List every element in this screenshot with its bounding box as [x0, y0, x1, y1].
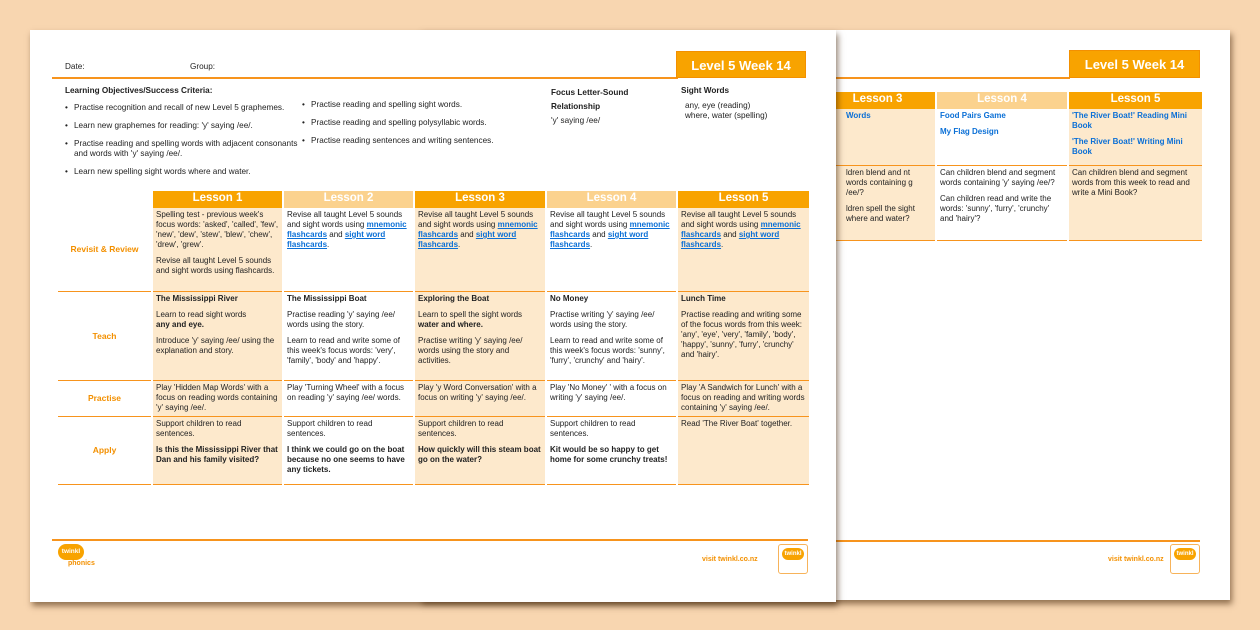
objective: • Learn new graphemes for reading: 'y' saying /ee/.	[65, 121, 300, 131]
row-label-apply: Apply	[57, 416, 152, 484]
resource-link[interactable]: My Flag Design	[940, 127, 999, 136]
sentence: Is this the Mississippi River that Dan and his family visited?	[156, 444, 278, 464]
lesson-title: The Mississippi River	[156, 293, 238, 303]
cell-text: Play 'Turning Wheel' with a focus on reading 'y' saying /ee/ words.	[283, 380, 414, 416]
cell-text: Revise all taught Level 5 sounds and sight words using	[418, 210, 534, 229]
lesson-5-header: Lesson 5	[677, 191, 809, 208]
objective: • Practise reading and spelling words with adjacent consonants and words with 'y' saying /ee/.	[65, 139, 300, 159]
front-page	[30, 30, 836, 602]
footer-rule	[52, 539, 808, 541]
cell-text: Revise all taught Level 5 sounds and sight words using flashcards.	[156, 256, 275, 275]
assessment-text: Can children blend and segment words from this week to read and write a Mini Book?	[1072, 168, 1190, 197]
sight-word-flashcards-link[interactable]: sight word flashcards	[418, 230, 517, 249]
cell-text: Play 'y Word Conversation' with a focus on writing 'y' saying /ee/.	[414, 380, 546, 416]
row-label-revisit: Revisit & Review	[57, 208, 152, 291]
cell-text: Support children to read sentences.	[550, 418, 636, 438]
quality-badge: twinkl	[1170, 544, 1200, 574]
lesson-5-header: Lesson 5	[1068, 92, 1202, 109]
resource-link[interactable]: 'The River Boat!' Reading Mini Book	[1072, 111, 1187, 130]
back-lesson-table	[818, 92, 1202, 241]
cell-text: Play 'Hidden Map Words' with a focus on reading words containing 'y' saying /ee/.	[152, 380, 283, 416]
objective: • Practise recognition and recall of new Level 5 graphemes.	[65, 103, 300, 113]
sight-word-flashcards-link[interactable]: sight word flashcards	[287, 230, 386, 249]
group-label: Group:	[190, 62, 216, 71]
objectives-heading: Learning Objectives/Success Criteria:	[65, 86, 213, 95]
objectives-left	[65, 103, 300, 185]
cell-text: Learn to read and write some of this week's focus words: 'sunny', 'furry', 'crunchy' and 'hairy'.	[550, 335, 665, 365]
twinkl-phonics-logo: twinkl phonics	[58, 544, 104, 576]
lesson-title: Exploring the Boat	[418, 293, 490, 303]
sight-words-spelling: where, water (spelling)	[685, 111, 768, 120]
focus-heading: Focus Letter-Sound	[551, 88, 629, 97]
row-label-practise: Practise	[57, 380, 152, 416]
quality-badge: twinkl	[778, 544, 808, 574]
lesson-2-header: Lesson 2	[283, 191, 414, 208]
objective: • Learn new spelling sight words where and water.	[65, 167, 300, 177]
sentence: Kit would be so happy to get home for some crunchy treats!	[550, 444, 668, 464]
lesson-4-header: Lesson 4	[936, 92, 1068, 109]
cell-text: .	[327, 240, 330, 249]
cell-text: Practise reading 'y' saying /ee/ words using the story.	[287, 309, 395, 329]
lesson-4-header: Lesson 4	[546, 191, 677, 208]
cell-text: Revise all taught Level 5 sounds and sight words using	[550, 210, 666, 229]
focus-section	[551, 86, 628, 128]
date-label: Date:	[65, 62, 85, 71]
cell-text: .	[721, 240, 724, 249]
website-link[interactable]: visit twinkl.co.nz	[1108, 556, 1164, 563]
sight-words-heading: Sight Words	[681, 86, 730, 95]
website-link[interactable]: visit twinkl.co.nz	[702, 556, 758, 563]
cell-text: any and eye.	[156, 319, 205, 329]
cell-text: Support children to read sentences.	[418, 418, 504, 438]
cell-text: .	[590, 240, 593, 249]
sentence: How quickly will this steam boat go on the water?	[418, 444, 541, 464]
objectives-right	[302, 100, 542, 154]
sight-word-flashcards-link[interactable]: sight word flashcards	[681, 230, 780, 249]
objective: • Practise reading sentences and writing sentences.	[302, 136, 542, 146]
lesson-title: No Money	[550, 293, 589, 303]
cell-text: Revise all taught Level 5 sounds and sight words using	[287, 210, 403, 229]
assessment-text: ldren blend and nt words containing g /ee/?	[846, 168, 913, 197]
cell-text: Learn to read and write some of this week's focus words: 'very', 'family', 'body' and 'happy'.	[287, 335, 400, 365]
cell-text: Learn to spell the sight words	[418, 309, 523, 319]
assessment-text: Can children read and write the words: 'sunny', 'furry', 'crunchy' and 'hairy'?	[940, 194, 1052, 223]
cell-text: Read 'The River Boat' together.	[681, 418, 793, 428]
cell-text: Practise writing 'y' saying /ee/ words using the story and activities.	[418, 335, 523, 365]
level-week-title: Level 5 Week 14	[1069, 50, 1200, 78]
mnemonic-flashcards-link[interactable]: mnemonic flashcards	[418, 220, 538, 239]
cell-text: Play 'A Sandwich for Lunch' with a focus on reading and writing words containing 'y' saying /ee/.	[677, 380, 809, 416]
objective: • Practise reading and spelling polysyllabic words.	[302, 118, 542, 128]
row-label-teach: Teach	[57, 291, 152, 380]
cell-text: Practise reading and writing some of the focus words from this week: 'any', 'eye', 'very', 'family', 'body', 'happy', 'sunny', 'furry', 'crunchy' and 'hairy'.	[681, 309, 802, 359]
mnemonic-flashcards-link[interactable]: mnemonic flashcards	[550, 220, 670, 239]
lesson-title: Lunch Time	[681, 293, 726, 303]
resource-link[interactable]: 'The River Boat!' Writing Mini Book	[1072, 137, 1183, 156]
objective: • Practise reading and spelling sight words.	[302, 100, 542, 110]
cell-text: .	[458, 240, 461, 249]
cell-text: Practise writing 'y' saying /ee/ words using the story.	[550, 309, 655, 329]
footer-rule	[830, 540, 1200, 542]
assessment-text: ldren spell the sight where and water?	[846, 204, 915, 223]
resource-link[interactable]: Food Pairs Game	[940, 111, 1006, 120]
cell-text: and	[592, 230, 606, 239]
sentence: I think we could go on the boat because no one seems to have any tickets.	[287, 444, 405, 474]
cell-text: Learn to read sight words	[156, 309, 247, 319]
cell-text: and	[460, 230, 474, 239]
level-week-title: Level 5 Week 14	[676, 51, 806, 78]
lesson-plan-table	[56, 191, 809, 485]
cell-text: Support children to read sentences.	[156, 418, 242, 438]
sight-words-reading: any, eye (reading)	[685, 100, 751, 110]
lesson-1-header: Lesson 1	[152, 191, 283, 208]
cell-text: Spelling test - previous week's focus words: 'asked', 'called', 'few', 'new', 'dew', 'stew', 'blew', 'chew', 'drew', 'grew'.	[156, 210, 279, 249]
assessment-text: Can children blend and segment words containing 'y' saying /ee/?	[940, 168, 1056, 187]
cell-text: and	[329, 230, 343, 239]
lesson-3-header: Lesson 3	[414, 191, 546, 208]
focus-heading: Relationship	[551, 102, 601, 111]
lesson-3-header: Lesson 3	[819, 92, 936, 109]
mnemonic-flashcards-link[interactable]: mnemonic flashcards	[287, 220, 407, 239]
focus-value: 'y' saying /ee/	[551, 116, 601, 125]
cell-text: Revise all taught Level 5 sounds and sight words using	[681, 210, 797, 229]
sight-words-section	[681, 86, 767, 122]
header-rule	[830, 77, 1070, 79]
header-rule	[52, 77, 678, 79]
mnemonic-flashcards-link[interactable]: mnemonic flashcards	[681, 220, 801, 239]
cell-text: Play 'No Money' ' with a focus on writing 'y' saying /ee/.	[546, 380, 677, 416]
lesson-title: The Mississippi Boat	[287, 293, 367, 303]
cell-text: and	[723, 230, 737, 239]
sight-word-flashcards-link[interactable]: sight word flashcards	[550, 230, 649, 249]
resource-link[interactable]: Words	[846, 111, 871, 120]
cell-text: Support children to read sentences.	[287, 418, 373, 438]
cell-text: Introduce 'y' saying /ee/ using the explanation and story.	[156, 335, 275, 355]
cell-text: water and where.	[418, 319, 483, 329]
